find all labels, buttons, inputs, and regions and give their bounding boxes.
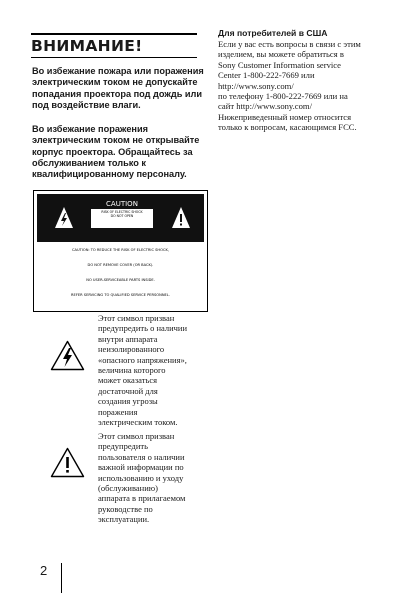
caution-subtitle: RISK OF ELECTRIC SHOCK DO NOT OPEN	[101, 210, 143, 219]
lightning-triangle-icon	[50, 340, 85, 371]
us-consumer-section	[218, 28, 403, 133]
caution-line: DO NOT REMOVE COVER (OR BACK).	[87, 263, 154, 267]
page-title: ВНИМАНИЕ!	[31, 33, 197, 58]
page-divider	[61, 563, 62, 593]
open-case-warning: Во избежание поражения электрическим током не открывайте корпус проектора. Обращайтесь за обслуживанием только к квалифицированному персоналу.	[32, 124, 200, 180]
caution-line: CAUTION: TO REDUCE THE RISK OF ELECTRIC SHOCK,	[72, 248, 169, 252]
caution-title: CAUTION	[91, 200, 153, 209]
page-number: 2	[40, 563, 48, 578]
voltage-symbol-description: Этот символ призван предупредить о наличии внутри аппарата неизолированного «опасного напряжения», величина которого может оказаться достаточной для создания угрозы поражения электрическим током.	[98, 313, 188, 428]
info-symbol-description: Этот символ призван предупредить пользователя о наличии важной информации по использованию и уходу (обслуживанию) аппарата в прилагаемом руководстве по эксплуатации.	[98, 431, 186, 525]
caution-text-lines	[34, 243, 207, 303]
caution-label-header	[37, 194, 204, 242]
caution-line: NO USER-SERVICEABLE PARTS INSIDE.	[86, 278, 155, 282]
caution-line: REFER SERVICING TO QUALIFIED SERVICE PERSONNEL.	[71, 293, 170, 297]
us-section-title: Для потребителей в США	[218, 28, 328, 38]
fire-shock-warning: Во избежание пожара или поражения электрическим током не допускайте попадания проектора под дождь или под воздействие влаги.	[32, 66, 204, 110]
us-section-body: Если у вас есть вопросы в связи с этим изделием, вы можете обратиться в Sony Customer Information service Center 1-800-222-7669 или http://www.sony.com/ по телефону 1-800-222-7669 или на сайт http://www.sony.com/ Нижеприведенный номер относится только к вопросам, касающимся FCC.	[218, 39, 361, 133]
exclamation-triangle-icon	[50, 447, 85, 478]
caution-box	[91, 200, 153, 228]
exclamation-triangle-icon	[171, 206, 191, 230]
caution-label-image	[33, 190, 208, 312]
lightning-triangle-icon	[54, 206, 74, 230]
